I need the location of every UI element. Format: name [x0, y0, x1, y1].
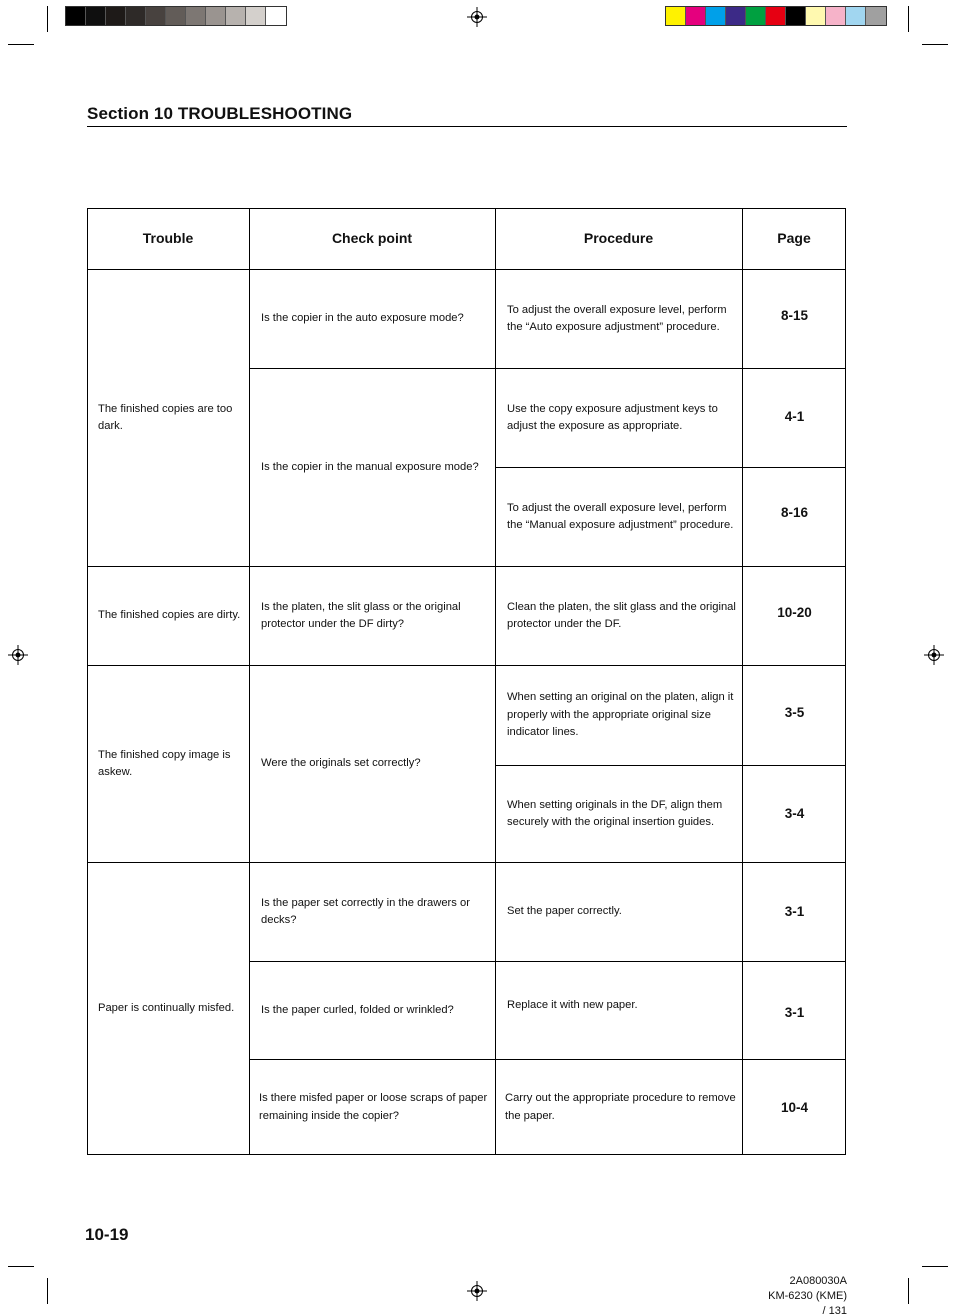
page-ref: 3-4 — [784, 806, 805, 822]
check-point-cell: Is the copier in the auto exposure mode? — [261, 312, 464, 325]
crop-mark — [47, 1278, 48, 1304]
check-point-cell: Is the paper set correctly in the drawers or decks? — [261, 896, 470, 926]
page-ref: 3-5 — [784, 705, 805, 721]
check-point-cell: Is the paper curled, folded or wrinkled? — [261, 1003, 454, 1016]
color-swatch — [806, 7, 826, 25]
crop-mark — [908, 1278, 909, 1304]
procedure-cell: Clean the platen, the slit glass and the original protector under the DF. — [507, 600, 736, 630]
page-ref: 4-1 — [784, 409, 805, 425]
color-swatch — [786, 7, 806, 25]
page-ref: 8-15 — [780, 308, 809, 324]
gray-swatch — [186, 7, 206, 25]
page-ref: 10-4 — [780, 1099, 809, 1115]
gray-swatch — [66, 7, 86, 25]
column-header-page: Page — [777, 230, 811, 247]
page-ref: 3-1 — [784, 904, 805, 920]
column-header-trouble: Trouble — [142, 230, 194, 247]
trouble-cell: The finished copies are dirty. — [98, 609, 241, 622]
gray-swatch — [106, 7, 126, 25]
gray-swatch — [206, 7, 226, 25]
color-swatch — [766, 7, 786, 25]
column-header-procedure: Procedure — [583, 230, 654, 247]
procedure-cell: When setting originals in the DF, align them securely with the original insertion guides. — [507, 798, 723, 828]
gray-swatch — [166, 7, 186, 25]
section-rule — [87, 126, 847, 127]
check-point-cell: Is the platen, the slit glass or the original protector under the DF dirty? — [261, 600, 461, 630]
gray-swatch — [86, 7, 106, 25]
gray-swatch — [246, 7, 266, 25]
page-ref: 10-20 — [777, 605, 812, 621]
procedure-cell: Carry out the appropriate procedure to remove the paper. — [505, 1092, 736, 1122]
procedure-cell: Replace it with new paper. — [507, 999, 638, 1012]
color-swatch — [846, 7, 866, 25]
registration-mark-icon — [467, 1281, 487, 1301]
color-swatch — [826, 7, 846, 25]
procedure-cell: Use the copy exposure adjustment keys to adjust the exposure as appropriate. — [507, 402, 718, 432]
sheet-index: / 131 — [822, 1305, 847, 1314]
registration-mark-icon — [924, 645, 944, 665]
crop-mark — [8, 44, 34, 45]
gray-swatch — [266, 7, 286, 25]
gray-swatch — [146, 7, 166, 25]
registration-mark-icon — [8, 645, 28, 665]
grayscale-calibration-bar — [65, 6, 287, 26]
trouble-cell: The finished copies are too dark. — [98, 402, 233, 432]
crop-mark — [8, 1266, 34, 1267]
check-point-cell: Is the copier in the manual exposure mode? — [261, 460, 479, 473]
color-swatch — [726, 7, 746, 25]
page-number: 10-19 — [85, 1225, 129, 1244]
crop-mark — [908, 6, 909, 32]
check-point-cell: Is there misfed paper or loose scraps of paper remaining inside the copier? — [259, 1092, 488, 1122]
crop-mark — [922, 1266, 948, 1267]
trouble-cell: The finished copy image is askew. — [98, 748, 231, 778]
crop-mark — [47, 6, 48, 32]
page-ref: 3-1 — [784, 1005, 805, 1021]
registration-mark-icon — [467, 7, 487, 27]
model-id: KM-6230 (KME) — [768, 1290, 847, 1302]
color-swatch — [666, 7, 686, 25]
color-calibration-bar — [665, 6, 887, 26]
procedure-cell: Set the paper correctly. — [507, 905, 622, 918]
column-header-check-point: Check point — [331, 230, 413, 247]
gray-swatch — [126, 7, 146, 25]
color-swatch — [866, 7, 886, 25]
trouble-cell: Paper is continually misfed. — [98, 1002, 235, 1015]
section-title: Section 10 TROUBLESHOOTING — [87, 104, 353, 123]
doc-id: 2A080030A — [789, 1275, 847, 1287]
color-swatch — [746, 7, 766, 25]
document-code — [768, 1274, 847, 1314]
procedure-cell: To adjust the overall exposure level, perform the “Auto exposure adjustment” procedure. — [507, 303, 727, 333]
check-point-cell: Were the originals set correctly? — [261, 757, 421, 770]
gray-swatch — [226, 7, 246, 25]
procedure-cell: To adjust the overall exposure level, perform the “Manual exposure adjustment” procedure. — [507, 501, 734, 531]
procedure-cell: When setting an original on the platen, align it properly with the appropriate original size indicator lines. — [507, 691, 734, 739]
crop-mark — [922, 44, 948, 45]
color-swatch — [686, 7, 706, 25]
page-ref: 8-16 — [780, 505, 809, 521]
color-swatch — [706, 7, 726, 25]
